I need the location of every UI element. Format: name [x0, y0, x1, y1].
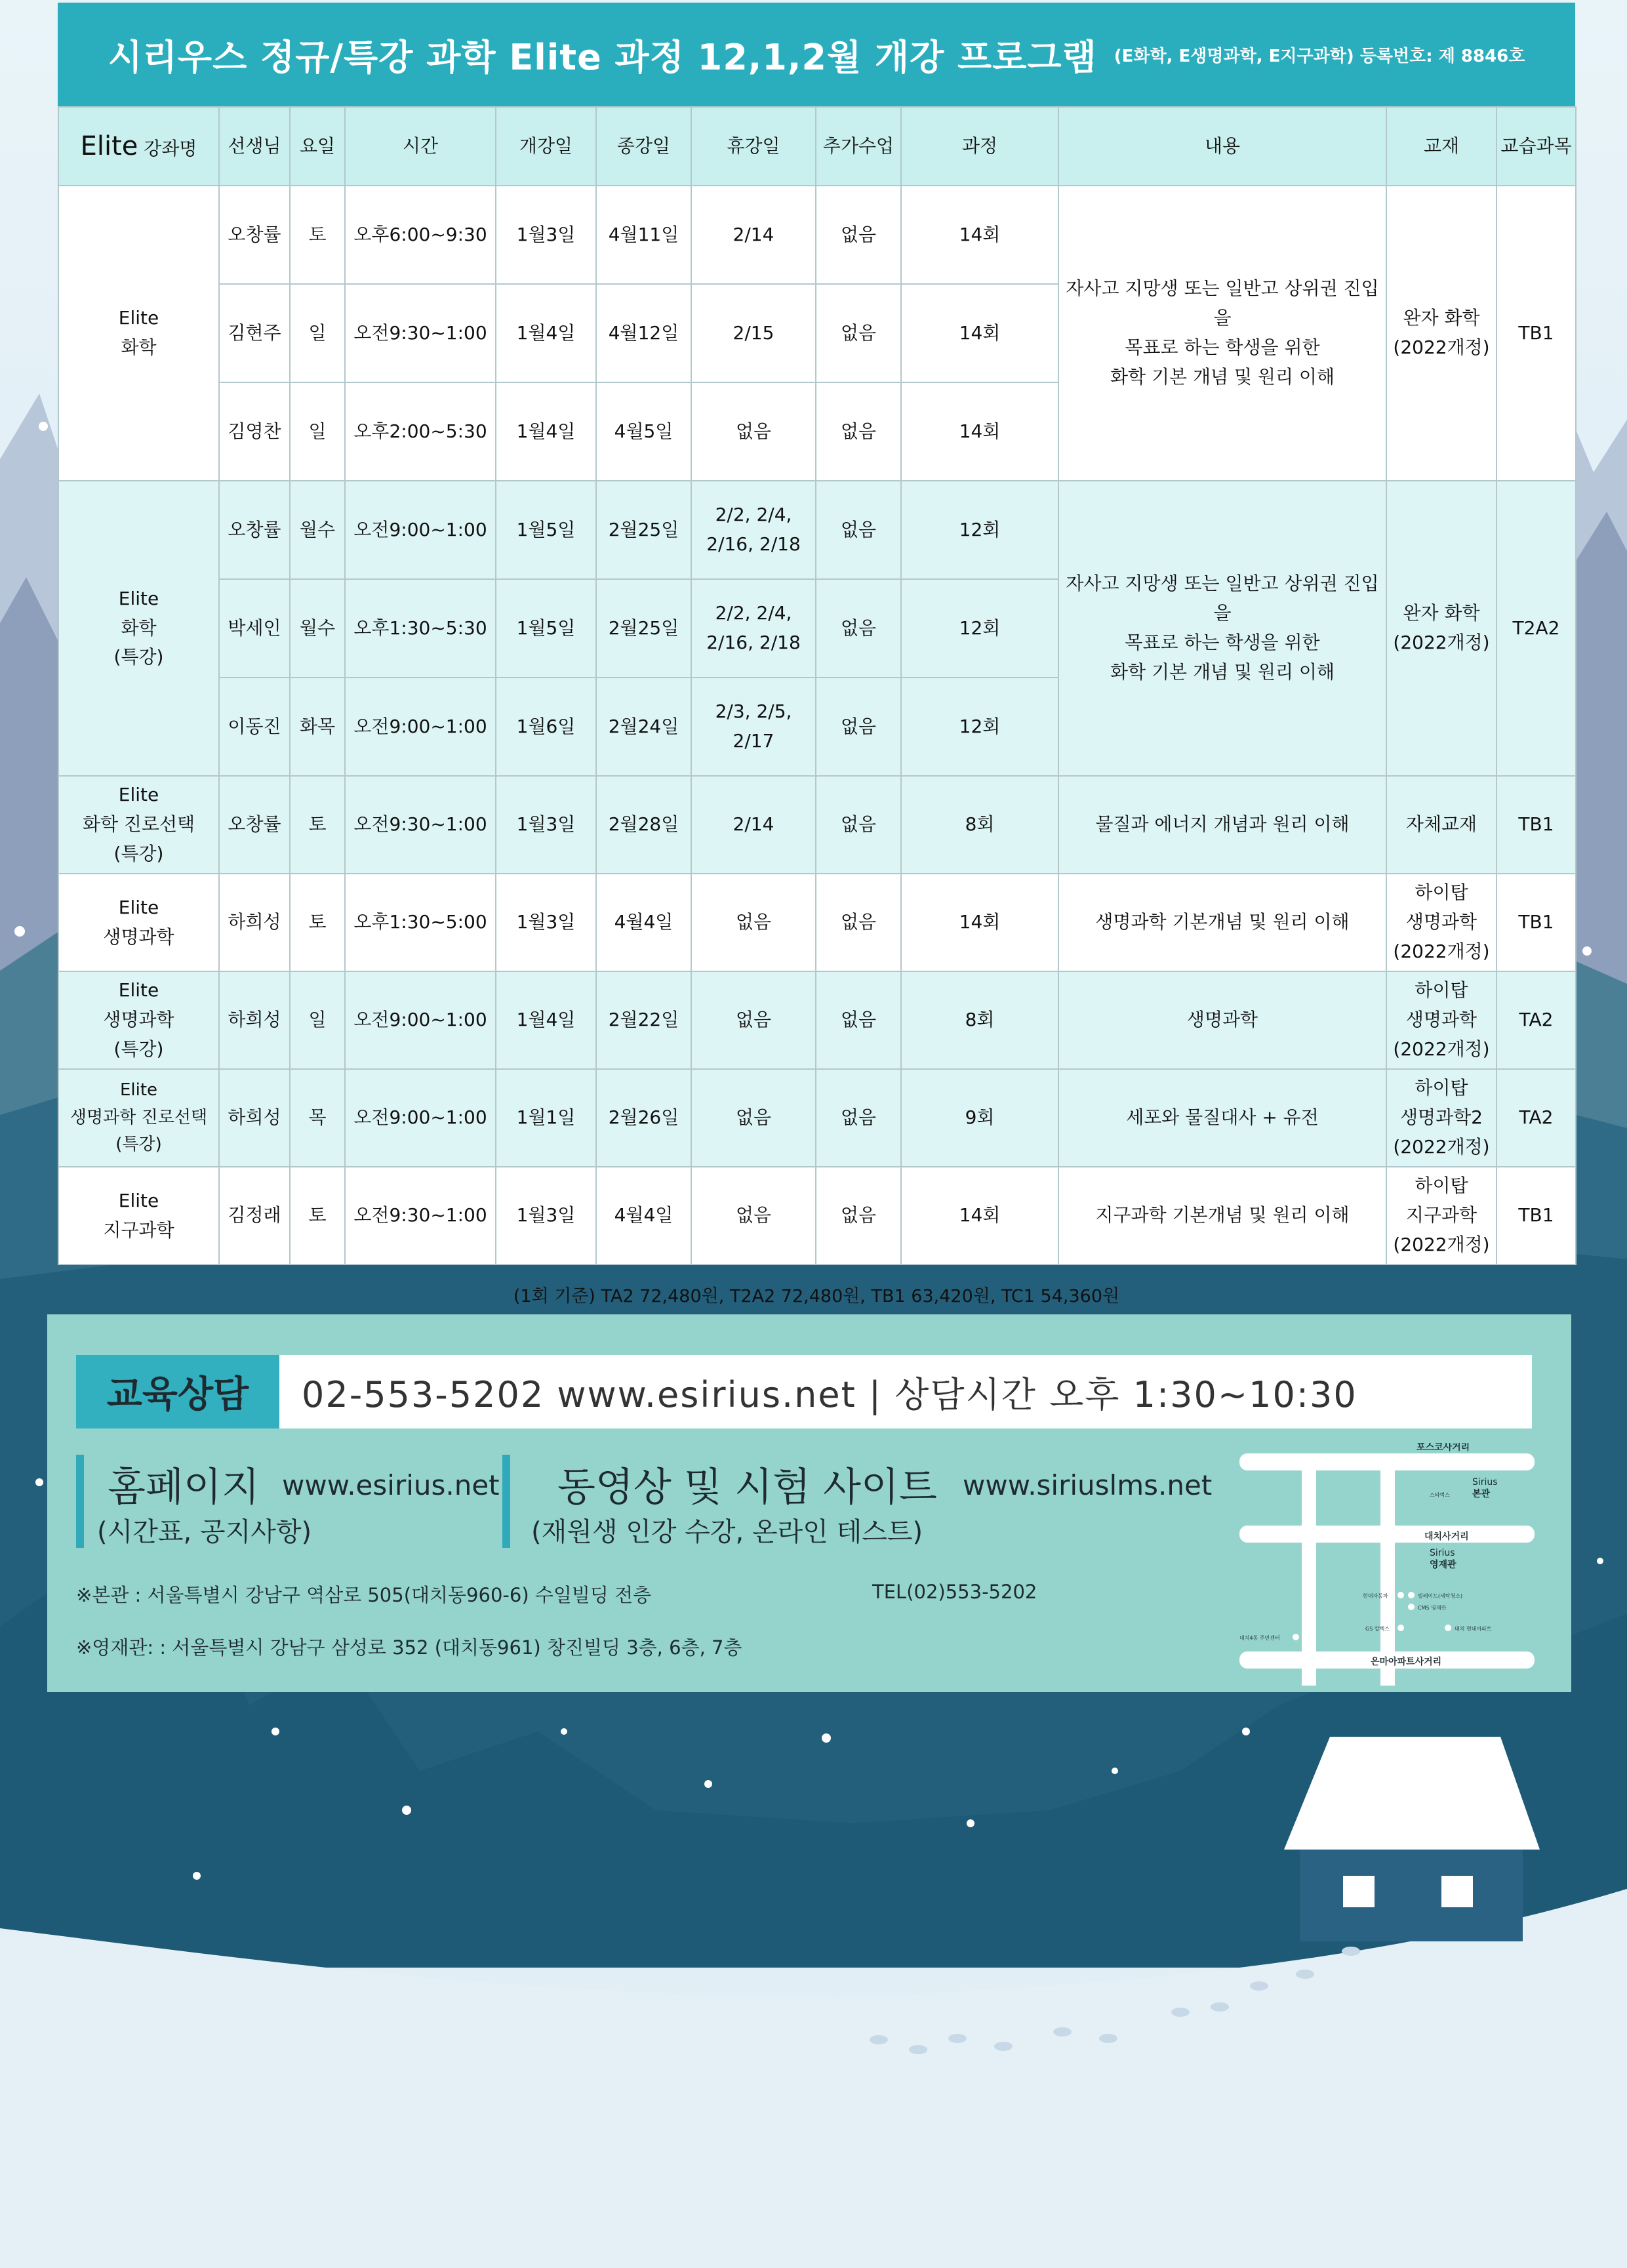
start-date-cell: 1월3일: [496, 874, 596, 971]
table-header-row: [58, 107, 1576, 186]
map-label-apartment: 대치 현대아파트: [1455, 1626, 1492, 1632]
teacher-cell: 하희성: [219, 1069, 290, 1167]
content-cell: 생명과학: [1058, 971, 1386, 1069]
teacher-cell: 박세인: [219, 579, 290, 678]
end-date-cell: 4월4일: [596, 874, 691, 971]
day-cell: 토: [290, 776, 345, 874]
schedule-table: [58, 106, 1577, 1265]
extra-class-cell: 없음: [816, 481, 901, 579]
textbook-cell: 자체교재: [1386, 776, 1496, 874]
teacher-cell: 하희성: [219, 971, 290, 1069]
course-name-cell: Elite 생명과학: [58, 874, 219, 971]
sessions-cell: 12회: [901, 481, 1058, 579]
main-campus-phone: TEL(02)553-5202: [872, 1581, 1037, 1603]
holiday-cell: 없음: [691, 382, 816, 481]
time-cell: 오전9:00~1:00: [345, 481, 496, 579]
course-name-cell: Elite 화학 진로선택 (특강): [58, 776, 219, 874]
cabin-illustration: [1284, 1737, 1540, 1941]
subject-code-cell: TB1: [1496, 776, 1576, 874]
textbook-cell: 완자 화학 (2022개정): [1386, 186, 1496, 481]
start-date-cell: 1월4일: [496, 971, 596, 1069]
end-date-cell: 2월25일: [596, 481, 691, 579]
time-cell: 오후2:00~5:30: [345, 382, 496, 481]
start-date-cell: 1월3일: [496, 1167, 596, 1265]
header-content: 내용: [1058, 107, 1386, 186]
extra-class-cell: 없음: [816, 971, 901, 1069]
subject-code-cell: TB1: [1496, 1167, 1576, 1265]
day-cell: 토: [290, 1167, 345, 1265]
content-cell: 물질과 에너지 개념과 원리 이해: [1058, 776, 1386, 874]
header-teacher: 선생님: [219, 107, 290, 186]
sessions-cell: 12회: [901, 579, 1058, 678]
teacher-cell: 하희성: [219, 874, 290, 971]
course-name-cell: Elite 생명과학 (특강): [58, 971, 219, 1069]
holiday-cell: 없음: [691, 874, 816, 971]
end-date-cell: 2월24일: [596, 678, 691, 776]
holiday-cell: 2/2, 2/4, 2/16, 2/18: [691, 481, 816, 579]
map-road-vertical-2: [1380, 1453, 1395, 1686]
content-cell: 생명과학 기본개념 및 원리 이해: [1058, 874, 1386, 971]
location-map: [1239, 1443, 1535, 1686]
header-extra-class: 추가수업: [816, 107, 901, 186]
day-cell: 화목: [290, 678, 345, 776]
extra-class-cell: 없음: [816, 186, 901, 284]
holiday-cell: 2/2, 2/4, 2/16, 2/18: [691, 579, 816, 678]
textbook-cell: 하이탑 지구과학 (2022개정): [1386, 1167, 1496, 1265]
header-end-date: 종강일: [596, 107, 691, 186]
teacher-cell: 이동진: [219, 678, 290, 776]
extra-class-cell: 없음: [816, 1167, 901, 1265]
sessions-cell: 14회: [901, 382, 1058, 481]
sessions-cell: 8회: [901, 776, 1058, 874]
map-label-community-center: 대치4동 주민센터: [1239, 1635, 1280, 1641]
extra-class-cell: 없음: [816, 579, 901, 678]
header-day: 요일: [290, 107, 345, 186]
header-start-date: 개강일: [496, 107, 596, 186]
time-cell: 오전9:30~1:00: [345, 776, 496, 874]
extra-class-cell: 없음: [816, 284, 901, 382]
extra-class-cell: 없음: [816, 874, 901, 971]
homepage-subtitle: (시간표, 공지사항): [97, 1517, 312, 1547]
day-cell: 목: [290, 1069, 345, 1167]
end-date-cell: 4월11일: [596, 186, 691, 284]
holiday-cell: 2/14: [691, 776, 816, 874]
time-cell: 오전9:00~1:00: [345, 1069, 496, 1167]
end-date-cell: 2월28일: [596, 776, 691, 874]
course-name-cell: Elite 화학 (특강): [58, 481, 219, 776]
teacher-cell: 오창률: [219, 776, 290, 874]
time-cell: 오후6:00~9:30: [345, 186, 496, 284]
map-label-sirius-annex-1: Sirius: [1430, 1548, 1455, 1558]
content-cell: 자사고 지망생 또는 일반고 상위권 진입을 목표로 하는 학생을 위한 화학 기본 개념 및 원리 이해: [1058, 481, 1386, 776]
lms-accent-bar: [502, 1455, 510, 1548]
start-date-cell: 1월3일: [496, 776, 596, 874]
end-date-cell: 2월22일: [596, 971, 691, 1069]
extra-class-cell: 없음: [816, 678, 901, 776]
sessions-cell: 14회: [901, 284, 1058, 382]
teacher-cell: 오창률: [219, 481, 290, 579]
header-time: 시간: [345, 107, 496, 186]
homepage-link[interactable]: www.esirius.net: [282, 1469, 500, 1501]
start-date-cell: 1월4일: [496, 284, 596, 382]
map-label-hyundai: 현대자동차: [1363, 1593, 1388, 1599]
time-cell: 오전9:00~1:00: [345, 678, 496, 776]
map-label-sirius-annex-2: 영재관: [1430, 1560, 1456, 1570]
table-row: [58, 874, 1576, 971]
sessions-cell: 14회: [901, 874, 1058, 971]
map-label-eunma: 은마아파트사거리: [1371, 1657, 1442, 1667]
extra-class-cell: 없음: [816, 776, 901, 874]
start-date-cell: 1월5일: [496, 579, 596, 678]
day-cell: 월수: [290, 481, 345, 579]
page-title-bar: [58, 3, 1575, 106]
extra-class-cell: 없음: [816, 382, 901, 481]
teacher-cell: 김현주: [219, 284, 290, 382]
end-date-cell: 2월26일: [596, 1069, 691, 1167]
subject-code-cell: TA2: [1496, 1069, 1576, 1167]
map-label-sirius-main-2: 본관: [1472, 1489, 1491, 1499]
course-name-cell: Elite 지구과학: [58, 1167, 219, 1265]
textbook-cell: 하이탑 생명과학 (2022개정): [1386, 971, 1496, 1069]
sessions-cell: 8회: [901, 971, 1058, 1069]
sessions-cell: 14회: [901, 1167, 1058, 1265]
map-label-sirius-main-1: Sirius: [1472, 1477, 1498, 1488]
table-row: [58, 971, 1576, 1069]
course-name-cell: Elite 화학: [58, 186, 219, 481]
homepage-title: 홈페이지: [108, 1465, 260, 1510]
start-date-cell: 1월6일: [496, 678, 596, 776]
start-date-cell: 1월1일: [496, 1069, 596, 1167]
content-cell: 지구과학 기본개념 및 원리 이해: [1058, 1167, 1386, 1265]
subject-code-cell: TB1: [1496, 186, 1576, 481]
holiday-cell: 2/14: [691, 186, 816, 284]
map-label-laundry: 빌레이드(세탁청소): [1418, 1593, 1463, 1599]
lms-subtitle: (재원생 인강 수강, 온라인 테스트): [531, 1517, 923, 1547]
course-name-cell: Elite 생명과학 진로선택 (특강): [58, 1069, 219, 1167]
homepage-accent-bar: [76, 1455, 84, 1548]
lms-link[interactable]: www.siriuslms.net: [963, 1469, 1213, 1501]
map-label-cms: CMS 영재관: [1418, 1605, 1447, 1611]
map-label-gs: GS 칼텍스: [1365, 1626, 1390, 1632]
header-sessions: 과정: [901, 107, 1058, 186]
time-cell: 오전9:30~1:00: [345, 284, 496, 382]
map-label-daechi: 대치사거리: [1424, 1531, 1469, 1542]
subject-code-cell: TA2: [1496, 971, 1576, 1069]
subject-code-cell: T2A2: [1496, 481, 1576, 776]
header-holiday: 휴강일: [691, 107, 816, 186]
holiday-cell: 없음: [691, 1069, 816, 1167]
end-date-cell: 4월12일: [596, 284, 691, 382]
time-cell: 오전9:00~1:00: [345, 971, 496, 1069]
table-row: [58, 186, 1576, 284]
end-date-cell: 4월4일: [596, 1167, 691, 1265]
header-course: Elite 강좌명: [58, 107, 219, 186]
extra-class-cell: 없음: [816, 1069, 901, 1167]
holiday-cell: 없음: [691, 1167, 816, 1265]
consult-label: 교육상담: [76, 1355, 279, 1428]
textbook-cell: 하이탑 생명과학2 (2022개정): [1386, 1069, 1496, 1167]
textbook-cell: 완자 화학 (2022개정): [1386, 481, 1496, 776]
main-campus-address: ※본관 : 서울특별시 강남구 역삼로 505(대치동960-6) 수일빌딩 전층: [76, 1584, 652, 1606]
page-subtitle: (E화학, E생명과학, E지구과학) 등록번호: 제 8846호: [1114, 46, 1525, 66]
table-row: [58, 776, 1576, 874]
price-note: (1회 기준) TA2 72,480원, T2A2 72,480원, TB1 63,420원, TC1 54,360원: [513, 1286, 1120, 1306]
textbook-cell: 하이탑 생명과학 (2022개정): [1386, 874, 1496, 971]
consult-info[interactable]: 02-553-5202 www.esirius.net | 상담시간 오후 1:30~10:30: [279, 1355, 1532, 1428]
start-date-cell: 1월5일: [496, 481, 596, 579]
lms-title: 동영상 및 시험 사이트: [557, 1465, 937, 1510]
holiday-cell: 2/3, 2/5, 2/17: [691, 678, 816, 776]
content-cell: 자사고 지망생 또는 일반고 상위권 진입을 목표로 하는 학생을 위한 화학 기본 개념 및 원리 이해: [1058, 186, 1386, 481]
time-cell: 오후1:30~5:30: [345, 579, 496, 678]
subject-code-cell: TB1: [1496, 874, 1576, 971]
end-date-cell: 4월5일: [596, 382, 691, 481]
table-row: [58, 481, 1576, 579]
contact-panel: [47, 1314, 1571, 1692]
table-row: [58, 1069, 1576, 1167]
time-cell: 오전9:30~1:00: [345, 1167, 496, 1265]
day-cell: 월수: [290, 579, 345, 678]
content-cell: 세포와 물질대사 + 유전: [1058, 1069, 1386, 1167]
sessions-cell: 9회: [901, 1069, 1058, 1167]
header-textbook: 교재: [1386, 107, 1496, 186]
map-road-vertical-1: [1302, 1453, 1316, 1686]
day-cell: 일: [290, 284, 345, 382]
day-cell: 토: [290, 874, 345, 971]
start-date-cell: 1월3일: [496, 186, 596, 284]
day-cell: 일: [290, 382, 345, 481]
time-cell: 오후1:30~5:00: [345, 874, 496, 971]
page-title: 시리우스 정규/특강 과학 Elite 과정 12,1,2월 개강 프로그램: [108, 36, 1097, 78]
annex-campus-address: ※영재관: : 서울특별시 강남구 삼성로 352 (대치동961) 창진빌딩 3층, 6층, 7층: [76, 1636, 742, 1659]
teacher-cell: 오창률: [219, 186, 290, 284]
day-cell: 토: [290, 186, 345, 284]
sessions-cell: 14회: [901, 186, 1058, 284]
map-label-posco: 포스코사거리: [1416, 1443, 1470, 1453]
start-date-cell: 1월4일: [496, 382, 596, 481]
end-date-cell: 2월25일: [596, 579, 691, 678]
teacher-cell: 김영찬: [219, 382, 290, 481]
header-subject-code: 교습과목: [1496, 107, 1576, 186]
holiday-cell: 없음: [691, 971, 816, 1069]
sessions-cell: 12회: [901, 678, 1058, 776]
teacher-cell: 김정래: [219, 1167, 290, 1265]
holiday-cell: 2/15: [691, 284, 816, 382]
table-row: [58, 1167, 1576, 1265]
map-label-starbucks: 스타벅스: [1430, 1492, 1450, 1498]
day-cell: 일: [290, 971, 345, 1069]
